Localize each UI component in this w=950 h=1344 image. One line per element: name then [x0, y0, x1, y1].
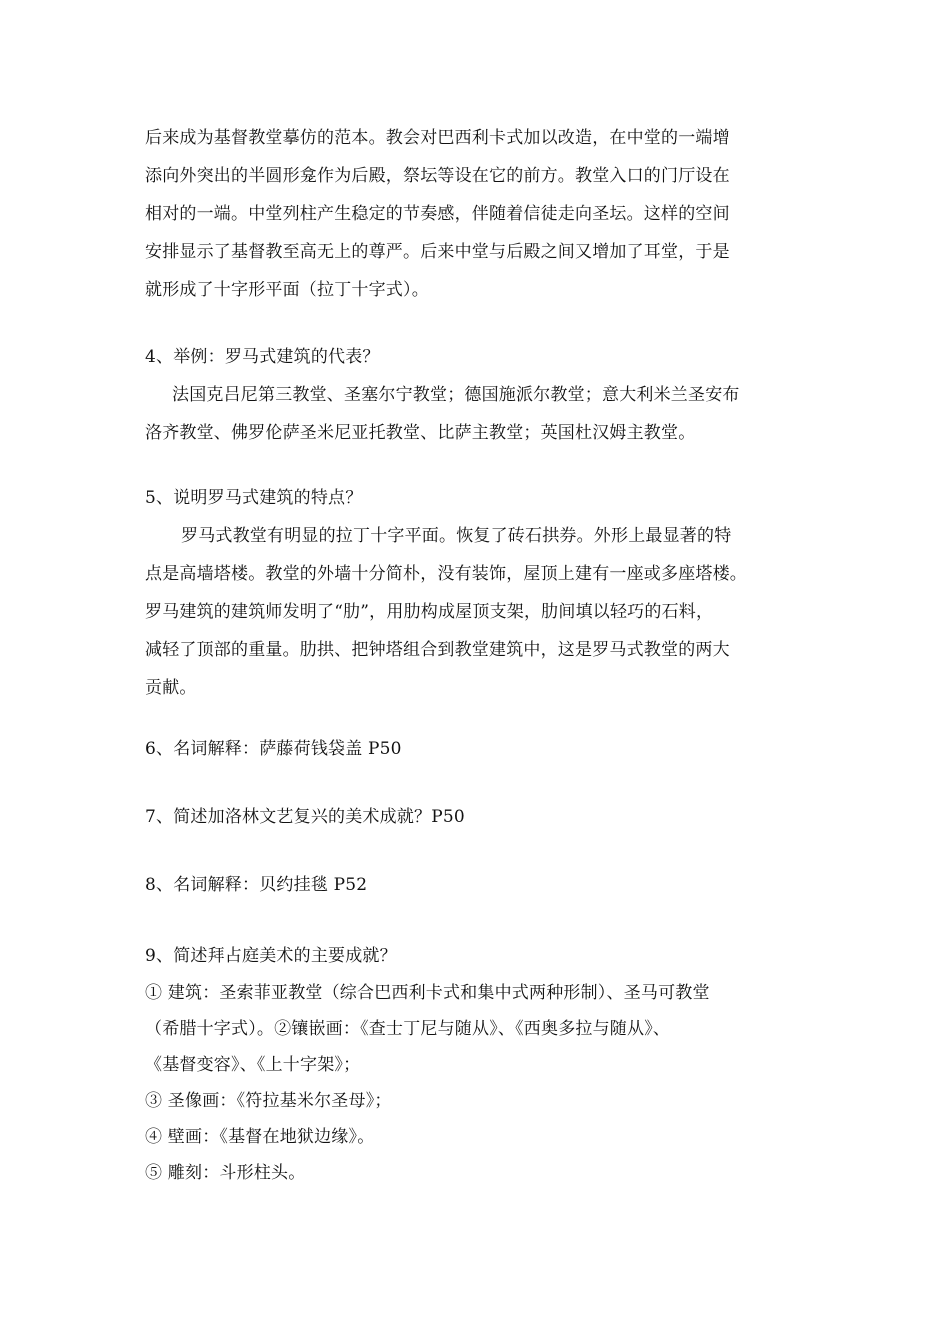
answer-line: （希腊十字式）。②镶嵌画：《查士丁尼与随从》、《西奥多拉与随从》、 [145, 1019, 671, 1039]
question-8 [145, 866, 815, 904]
answer-line: 法国克吕尼第三教堂、圣塞尔宁教堂；德国施派尔教堂；意大利米兰圣安布 [172, 385, 740, 405]
answer-line: 减轻了顶部的重量。肋拱、把钟塔组合到教堂建筑中，这是罗马式教堂的两大 [145, 640, 730, 660]
question-5 [145, 479, 815, 707]
question-heading: 9、简述拜占庭美术的主要成就？ [145, 946, 397, 966]
question-heading: 6、名词解释：萨藤荷钱袋盖 P50 [145, 739, 402, 759]
text-line: 添向外突出的半圆形龛作为后殿，祭坛等设在它的前方。教堂入口的门厅设在 [145, 166, 730, 186]
answer-line: ⑤ 雕刻：斗形柱头。 [145, 1163, 306, 1183]
question-7 [145, 798, 815, 836]
question-heading: 7、简述加洛林文艺复兴的美术成就？P50 [145, 807, 465, 827]
question-heading: 8、名词解释：贝约挂毯 P52 [145, 875, 368, 895]
answer-line: 《基督变容》、《上十字架》； [145, 1055, 361, 1075]
text-line: 后来成为基督教堂摹仿的范本。教会对巴西利卡式加以改造，在中堂的一端增 [145, 128, 730, 148]
question-4 [145, 338, 815, 452]
question-9 [145, 937, 815, 1191]
answer-line: 洛齐教堂、佛罗伦萨圣米尼亚托教堂、比萨主教堂；英国杜汉姆主教堂。 [145, 423, 696, 443]
answer-line: 点是高墙塔楼。教堂的外墙十分简朴，没有装饰，屋顶上建有一座或多座塔楼。 [145, 564, 747, 584]
text-line: 安排显示了基督教至高无上的尊严。后来中堂与后殿之间又增加了耳堂，于是 [145, 242, 730, 262]
answer-line: 罗马建筑的建筑师发明了“肋”，用肋构成屋顶支架，肋间填以轻巧的石料， [145, 602, 714, 622]
question-6 [145, 730, 815, 768]
answer-line: 罗马式教堂有明显的拉丁十字平面。恢复了砖石拱券。外形上最显著的特 [181, 526, 732, 546]
answer-line: 贡献。 [145, 678, 197, 698]
answer-line: ③ 圣像画：《符拉基米尔圣母》； [145, 1091, 392, 1111]
question-heading: 4、举例：罗马式建筑的代表？ [145, 347, 380, 367]
text-line: 就形成了十字形平面（拉丁十字式）。 [145, 280, 429, 300]
answer-line: ④ 壁画：《基督在地狱边缘》。 [145, 1127, 375, 1147]
paragraph-basilica-continuation [145, 119, 815, 309]
answer-line: ① 建筑：圣索菲亚教堂（综合巴西利卡式和集中式两种形制）、圣马可教堂 [145, 983, 710, 1003]
text-line: 相对的一端。中堂列柱产生稳定的节奏感，伴随着信徒走向圣坛。这样的空间 [145, 204, 730, 224]
question-heading: 5、说明罗马式建筑的特点？ [145, 488, 363, 508]
